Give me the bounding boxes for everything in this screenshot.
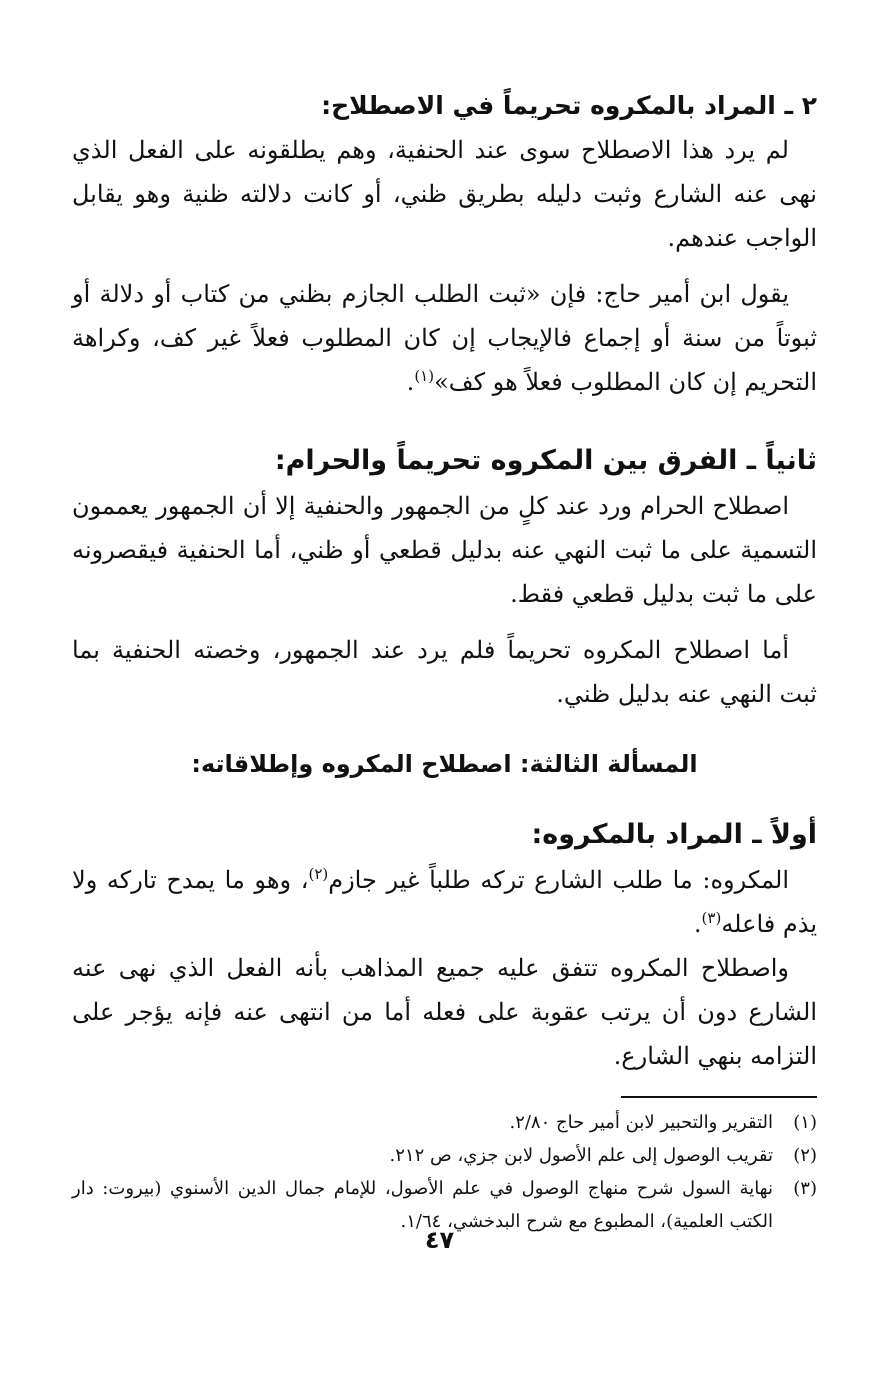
- spacer: [72, 784, 817, 812]
- footnote-ref[interactable]: (٣): [701, 909, 722, 927]
- paragraph: واصطلاح المكروه تتفق عليه جميع المذاهب بأنه الفعل الذي نهى عنه الشارع دون أن يرتب عقوبة على فعله أما من انتهى عنه فإنه يؤجر على التزامه بنهي الشارع.: [72, 954, 817, 1070]
- paragraph-definition: [72, 858, 817, 946]
- footnote-text: نهاية السول شرح منهاج الوصول في علم الأصول، للإمام جمال الدين الأسنوي (بيروت: دار الكتب العلمية)، المطبوع مع شرح البدخشي، ١/٦٤.: [72, 1178, 773, 1232]
- footnote-text: تقريب الوصول إلى علم الأصول لابن جزي، ص ٢١٢.: [389, 1145, 773, 1166]
- paragraph: اصطلاح الحرام ورد عند كلٍ من الجمهور والحنفية إلا أن الجمهور يعممون التسمية على ما ثبت النهي عنه بدليل قطعي أو ظني، أما الحنفية فيقصرونه على ما ثبت بدليل قطعي فقط.: [72, 492, 817, 608]
- masala-heading: المسألة الثالثة: اصطلاح المكروه وإطلاقاته:: [191, 750, 698, 778]
- footnote-item: [72, 1139, 817, 1172]
- main-text: [72, 84, 817, 1078]
- page-number: ٤٧: [424, 1226, 455, 1254]
- section-heading-difference: ثانياً ـ الفرق بين المكروه تحريماً والحرام:: [274, 445, 817, 476]
- footnote-text: التقرير والتحبير لابن أمير حاج ٢/٨٠.: [509, 1112, 773, 1133]
- paragraph: لم يرد هذا الاصطلاح سوى عند الحنفية، وهم يطلقونه على الفعل الذي نهى عنه الشارع وثبت دليله بطريق ظني، أو كانت دلالته ظنية وهو يقابل الواجب عندهم.: [72, 136, 817, 252]
- footnote-divider: [621, 1096, 817, 1098]
- paragraph-text: المكروه: ما طلب الشارع تركه طلباً غير جازم: [328, 866, 789, 894]
- paragraph-quote: [72, 272, 817, 404]
- punctuation: .: [693, 910, 702, 938]
- footnote-ref[interactable]: (١): [414, 367, 435, 385]
- footnotes: [72, 1106, 817, 1238]
- punctuation: .: [406, 368, 415, 396]
- footnote-number: (١): [793, 1112, 817, 1133]
- section-heading-makruh-tahriman: ٢ ـ المراد بالمكروه تحريماً في الاصطلاح:: [321, 91, 817, 120]
- spacer: [72, 616, 817, 628]
- footnote-item: [72, 1106, 817, 1139]
- spacer: [72, 404, 817, 438]
- paragraph: أما اصطلاح المكروه تحريماً فلم يرد عند الجمهور، وخصته الحنفية بما ثبت النهي عنه بدليل ظني.: [72, 636, 817, 708]
- paragraph-text: ، وهو ما يمدح تاركه ولا يذم فاعله: [72, 866, 817, 938]
- footnote-ref[interactable]: (٢): [308, 865, 329, 883]
- footnote-number: (٢): [793, 1145, 817, 1166]
- spacer: [72, 716, 817, 744]
- footnote-number: (٣): [793, 1178, 817, 1199]
- spacer: [72, 260, 817, 272]
- section-heading-makruh: أولاً ـ المراد بالمكروه:: [531, 819, 817, 850]
- paragraph-text: يقول ابن أمير حاج: فإن «ثبت الطلب الجازم بظني من كتاب أو دلالة أو ثبوتاً من سنة أو إجماع فالإيجاب إن كان المطلوب فعلاً غير كف، وكراهة التحريم إن كان المطلوب فعلاً هو كف»: [72, 280, 817, 396]
